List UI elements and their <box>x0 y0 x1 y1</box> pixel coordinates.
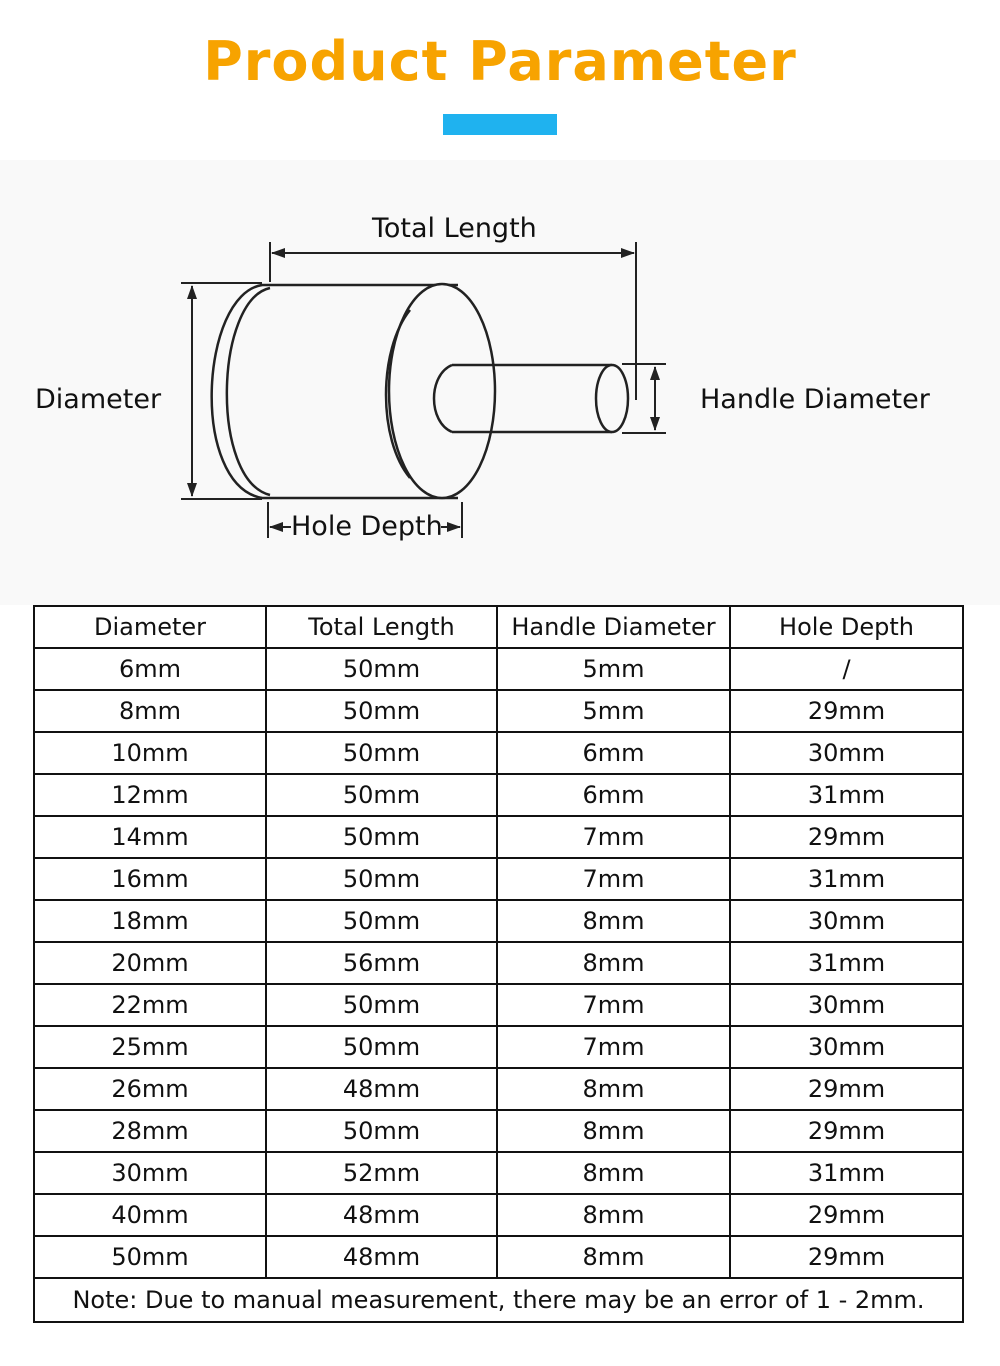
table-row <box>34 942 963 984</box>
table-cell: 40mm <box>34 1194 266 1236</box>
table-cell: 30mm <box>730 984 963 1026</box>
table-cell: 50mm <box>266 858 497 900</box>
table-cell: 48mm <box>266 1194 497 1236</box>
table-cell: 50mm <box>34 1236 266 1278</box>
table-cell: 50mm <box>266 816 497 858</box>
table-row <box>34 1194 963 1236</box>
table-cell: 8mm <box>497 1110 730 1152</box>
table-row <box>34 732 963 774</box>
table-cell: 12mm <box>34 774 266 816</box>
table-row <box>34 1068 963 1110</box>
table-cell: 8mm <box>497 1068 730 1110</box>
product-diagram <box>0 160 1000 605</box>
table-cell: 8mm <box>497 1194 730 1236</box>
table-row <box>34 816 963 858</box>
table-cell: 8mm <box>497 900 730 942</box>
table-cell: 50mm <box>266 900 497 942</box>
table-cell: 25mm <box>34 1026 266 1068</box>
table-row <box>34 984 963 1026</box>
table-row <box>34 1110 963 1152</box>
table-cell: 31mm <box>730 1152 963 1194</box>
table-cell: 8mm <box>497 1236 730 1278</box>
page-title: Product Parameter <box>203 30 797 93</box>
table-cell: 29mm <box>730 1236 963 1278</box>
table-cell: 18mm <box>34 900 266 942</box>
note-row <box>34 1278 963 1322</box>
measurement-note: Note: Due to manual measurement, there may be an error of 1 - 2mm. <box>34 1278 963 1322</box>
table-cell: 50mm <box>266 732 497 774</box>
table-cell: 30mm <box>34 1152 266 1194</box>
table-cell: 29mm <box>730 816 963 858</box>
column-header: Handle Diameter <box>497 606 730 648</box>
table-row <box>34 1152 963 1194</box>
table-cell: / <box>730 648 963 690</box>
table-cell: 8mm <box>497 1152 730 1194</box>
table-cell: 26mm <box>34 1068 266 1110</box>
table-cell: 8mm <box>497 942 730 984</box>
table-cell: 30mm <box>730 732 963 774</box>
table-cell: 48mm <box>266 1236 497 1278</box>
table-cell: 5mm <box>497 648 730 690</box>
hole-depth-label: Hole Depth <box>291 511 443 542</box>
table-cell: 30mm <box>730 1026 963 1068</box>
table-cell: 50mm <box>266 690 497 732</box>
table-cell: 6mm <box>34 648 266 690</box>
table-cell: 10mm <box>34 732 266 774</box>
table-cell: 16mm <box>34 858 266 900</box>
table-row <box>34 774 963 816</box>
table-cell: 50mm <box>266 648 497 690</box>
table-row <box>34 690 963 732</box>
table-cell: 29mm <box>730 1068 963 1110</box>
table-cell: 7mm <box>497 816 730 858</box>
total-length-label: Total Length <box>372 213 537 244</box>
table-cell: 56mm <box>266 942 497 984</box>
handle-diameter-label: Handle Diameter <box>700 384 930 415</box>
table-cell: 8mm <box>34 690 266 732</box>
table-cell: 5mm <box>497 690 730 732</box>
table-cell: 50mm <box>266 1110 497 1152</box>
table-row <box>34 648 963 690</box>
table-header-row <box>34 606 963 648</box>
column-header: Diameter <box>34 606 266 648</box>
table-cell: 7mm <box>497 984 730 1026</box>
table-cell: 29mm <box>730 1194 963 1236</box>
table-row <box>34 900 963 942</box>
table-cell: 31mm <box>730 942 963 984</box>
parameter-table <box>33 605 964 1323</box>
table-cell: 7mm <box>497 858 730 900</box>
table-cell: 14mm <box>34 816 266 858</box>
table-row <box>34 858 963 900</box>
table-cell: 52mm <box>266 1152 497 1194</box>
table-cell: 50mm <box>266 774 497 816</box>
table-cell: 28mm <box>34 1110 266 1152</box>
table-cell: 6mm <box>497 774 730 816</box>
table-cell: 20mm <box>34 942 266 984</box>
title-accent-bar <box>443 114 557 135</box>
table-cell: 29mm <box>730 1110 963 1152</box>
table-cell: 22mm <box>34 984 266 1026</box>
table-cell: 48mm <box>266 1068 497 1110</box>
table-cell: 31mm <box>730 858 963 900</box>
table-cell: 30mm <box>730 900 963 942</box>
diameter-label: Diameter <box>35 384 162 415</box>
column-header: Total Length <box>266 606 497 648</box>
table-cell: 7mm <box>497 1026 730 1068</box>
table-cell: 29mm <box>730 690 963 732</box>
column-header: Hole Depth <box>730 606 963 648</box>
table-row <box>34 1026 963 1068</box>
table-row <box>34 1236 963 1278</box>
table-cell: 31mm <box>730 774 963 816</box>
table-cell: 6mm <box>497 732 730 774</box>
table-cell: 50mm <box>266 1026 497 1068</box>
table-cell: 50mm <box>266 984 497 1026</box>
